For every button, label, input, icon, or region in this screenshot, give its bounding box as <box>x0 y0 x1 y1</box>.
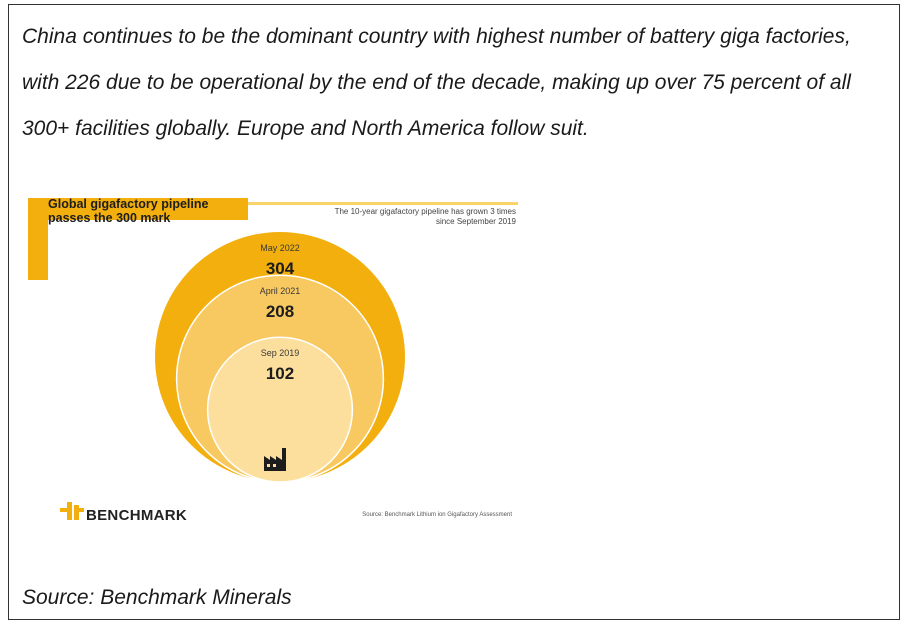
bubble-label-april-2021: April 2021 <box>259 286 301 297</box>
bubble-group <box>155 232 405 482</box>
benchmark-logo-text: BENCHMARK <box>86 507 188 524</box>
bubble-label-sep-2019: Sep 2019 <box>260 348 300 359</box>
chart-subtitle: The 10-year gigafactory pipeline has grown 3 times since September 2019 <box>334 207 516 226</box>
bubble-value-april-2021: 208 <box>265 302 295 322</box>
intro-paragraph: China continues to be the dominant country with highest number of battery giga factories, with 226 due to be operational by the end of the decade, making up over 75 percent of all 300+ facilities globally. Europe and North America follow suit. <box>22 25 851 140</box>
bubble-value-may-2022: 304 <box>265 259 295 278</box>
source-caption: Source: Benchmark Minerals <box>22 586 292 609</box>
chart-svg <box>26 186 526 536</box>
benchmark-logo-icon <box>60 502 84 520</box>
bubble-value-sep-2019: 102 <box>265 364 295 384</box>
bubble-label-may-2022: May 2022 <box>260 243 300 253</box>
title-accent-line <box>248 202 518 205</box>
chart-title: Global gigafactory pipeline passes the 300 mark <box>48 197 209 225</box>
chart-source: Source: Benchmark Lithium ion Gigafactory Assessment <box>362 512 512 518</box>
